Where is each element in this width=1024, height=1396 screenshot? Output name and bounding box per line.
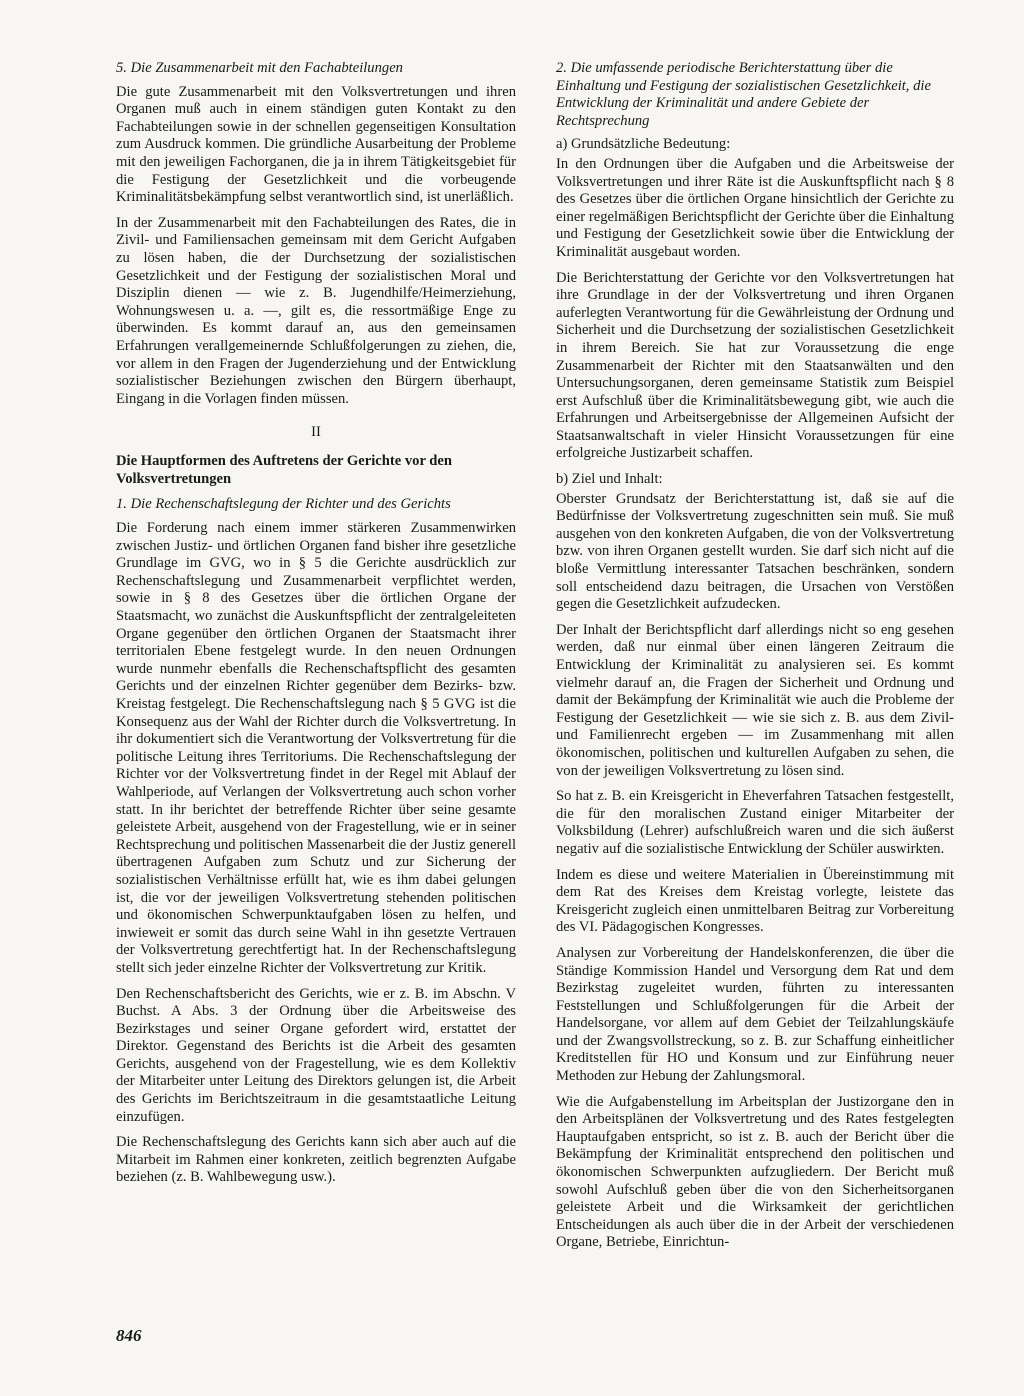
- right-paragraph-4: Der Inhalt der Berichtspflicht darf allerdings nicht so eng gesehen werden, daß nur einmal über einen längeren Zeitraum die Entwicklung der Kriminalität zu analysieren sei. Es kommt vielmehr darauf an, die Fragen der Sicherheit und Ordnung und damit der Bekämpfung der Kriminalität wie auch die Probleme der Festigung der Gesetzlichkeit — wie sie sich z. B. aus dem Zivil- und Familienrecht ergeben — im Zusammenhang mit allen ökonomischen, politischen und kulturellen Aufgaben zu sehen, die von der jeweiligen Volksvertretung zu lösen sind.: [556, 621, 954, 779]
- page-number: 846: [116, 1326, 142, 1345]
- left-paragraph-4: Den Rechenschaftsbericht des Gerichts, wie er z. B. im Abschn. V Buchst. A Abs. 3 der Ordnung über die Arbeitsweise des Bezirkstages und seiner Organe gefordert wird, erstattet der Direktor. Gegenstand des Berichts ist die Arbeit des gesamten Gerichts, ausgehend von der Fragestellung, wie es dem Kollektiv der Mitarbeiter unter Leitung des Direktors gelungen ist, die Arbeit des Gerichts im Berichtszeitraum in die gesamtstaatliche Leitung einzufügen.: [116, 985, 516, 1125]
- left-column: [116, 60, 516, 1195]
- left-paragraph-2: In der Zusammenarbeit mit den Fachabteilungen des Rates, die in Zivil- und Familiensachen gemeinsam mit dem Gericht Aufgaben zu lösen haben, die der Durchsetzung der sozialistischen Gesetzlichkeit und der Festigung der sozialistischen Moral und Disziplin dienen — wie z. B. Jugendhilfe/Heimerziehung, Wohnungswesen u. a. —, gilt es, die ressortmäßige Enge zu überwinden. Es kommt darauf an, aus den gemeinsamen Erfahrungen verallgemeinernde Schlußfolgerungen zu ziehen, die, vor allem in den Fragen der Jugenderziehung und der Entwicklung sozialistischer Beziehungen zwischen den Bürgern überhaupt, Eingang in die Vorlagen finden müssen.: [116, 214, 516, 407]
- left-paragraph-1: Die gute Zusammenarbeit mit den Volksvertretungen und ihren Organen muß auch in einem ständigen guten Kontakt zu den Fachabteilungen sowie in der schnellen gegenseitigen Konsultation zum Ausdruck kommen. Die gründliche Ausarbeitung der Probleme mit den jeweiligen Fachorganen, die ja in ihrem Tätigkeitsgebiet für die Festigung der Gesetzlichkeit und die vorbeugende Kriminalitätsbekämpfung selbst verantwortlich sind, ist unerläßlich.: [116, 83, 516, 206]
- section-5-heading: 5. Die Zusammenarbeit mit den Fachabteilungen: [116, 60, 403, 76]
- right-paragraph-8: Wie die Aufgabenstellung im Arbeitsplan der Justizorgane den in den Arbeitsplänen der Volksvertretung und des Rates festgelegten Hauptaufgaben entspricht, so ist z. B. auch der Bericht über die Bekämpfung der Kriminalität entsprechend den politischen und ökonomischen Schwerpunkten aufzugliedern. Der Bericht muß sowohl Aufschluß geben über die von den Sicherheitsorganen geleistete Arbeit und die Wirksamkeit der gerichtlichen Entscheidungen als auch über die in der Arbeit der verschiedenen Organe, Betriebe, Einrichtun-: [556, 1093, 954, 1251]
- subheading-a: a) Grundsätzliche Bedeutung:: [556, 136, 731, 153]
- right-paragraph-3: Oberster Grundsatz der Berichterstattung ist, daß sie auf die Bedürfnisse der Volksvertretung zugeschnitten sein muß. Sie muß ausgehen von den konkreten Aufgaben, die von der Volksvertretung bzw. von ihren Organen gestellt wurden. Sie darf sich nicht auf die bloße Vermittlung interessanter Tatsachen beschränken, sondern soll entscheidend dazu beitragen, die Ursachen von Verstößen gegen die Gesetzlichkeit aufzudecken.: [556, 490, 954, 613]
- left-paragraph-5: Die Rechenschaftslegung des Gerichts kann sich aber auch auf die Mitarbeit im Rahmen einer konkreten, zeitlich begrenzten Aufgabe beziehen (z. B. Wahlbewegung usw.).: [116, 1134, 516, 1186]
- right-column: [556, 60, 954, 1260]
- left-paragraph-3: Die Forderung nach einem immer stärkeren Zusammenwirken zwischen Justiz- und örtlichen Organen fand bisher ihre gesetzliche Grundlage im GVG, wo in § 5 die Gerichte ausdrücklich zur Rechenschaftslegung und Zusammenarbeit verpflichtet werden, sowie in § 8 des Gesetzes über die örtlichen Organe der Staatsmacht, wo zunächst die Auskunftspflicht der zentralgeleiteten Organe gegenüber den örtlichen Organen der Staatsmacht ihrer territorialen Ebene festgelegt wurde. In den neuen Ordnungen wurde nunmehr ebenfalls die Rechenschaftspflicht des gesamten Gerichts und der einzelnen Richter gegenüber dem Bezirks- bzw. Kreistag festgelegt. Die Rechenschaftslegung nach § 5 GVG ist die Konsequenz aus der Wahl der Richter durch die Volksvertretung. In ihr dokumentiert sich die Verantwortung der Volksvertretung für die politische Leitung ihres Territoriums. Die Rechenschaftslegung der Richter vor der Volksvertretung findet in der Regel mit Ablauf der Wahlperiode, auf Verlangen der Volksvertretung auch schon vorher statt. In ihr berichtet der betreffende Richter über seine gesamte geleistete Arbeit, ausgehend von der Fragestellung, wie er in seiner Rechtsprechung und politischen Massenarbeit die der Justiz generell übertragenen Aufgaben zum Schutz und zur Sicherung der sozialistischen Verhältnisse erfüllt hat, wie es ihm dabei gelungen ist, die vor der jeweiligen Volksvertretung stehenden politischen und ökonomischen Schwerpunktaufgaben lösen zu helfen, und inwieweit er somit das durch seine Wahl in ihn gesetzte Vertrauen der Volksvertretung gerechtfertigt hat. In der Rechenschaftslegung stellt sich jeder einzelne Richter der Volksvertretung zur Kritik.: [116, 520, 516, 976]
- right-paragraph-5: So hat z. B. ein Kreisgericht in Eheverfahren Tatsachen festgestellt, die für den moralischen Zustand einiger Mitarbeiter der Volksbildung (Lehrer) aufschlußreich waren und die sich äußerst negativ auf die sozialistische Entwicklung der Schüler auswirkten.: [556, 788, 954, 857]
- right-paragraph-1: In den Ordnungen über die Aufgaben und die Arbeitsweise der Volksvertretungen und ihrer Räte ist die Auskunftspflicht nach § 8 des Gesetzes über die örtlichen Organe hinsichtlich der Gerichte zu einer regelmäßigen Berichtspflicht der Gerichte über die Einhaltung und Festigung der Gesetzlichkeit sowie über die Entwicklung der Kriminalität ausgebaut worden.: [556, 155, 954, 260]
- right-paragraph-7: Analysen zur Vorbereitung der Handelskonferenzen, die über die Ständige Kommission Handel und Versorgung dem Rat und dem Bezirkstag zugeleitet wurden, führten zu interessanten Feststellungen und Schlußfolgerungen für die Arbeit der Handelsorgane, vor allem auf dem Gebiet der Teilzahlungskäufe und der Zwangsvollstreckung, so z. B. zur Schaffung einheitlicher Kreditstellen für HO und Konsum und zur Einführung neuer Methoden zur Hebung der Zahlungsmoral.: [556, 944, 954, 1085]
- subsection-1-heading: 1. Die Rechenschaftslegung der Richter und des Gerichts: [116, 496, 451, 513]
- subheading-b: b) Ziel und Inhalt:: [556, 471, 663, 488]
- chapter-roman-numeral: II: [311, 424, 321, 441]
- chapter-heading: Die Hauptformen des Auftretens der Gerichte vor den Volksvertretungen: [116, 453, 453, 487]
- section-2-heading: 2. Die umfassende periodische Berichterstattung über die Einhaltung und Festigung der sozialistischen Gesetzlichkeit, die Entwicklung der Kriminalität und andere Gebiete der Rechtsprechung: [556, 60, 931, 129]
- right-paragraph-6: Indem es diese und weitere Materialien in Übereinstimmung mit dem Rat des Kreises dem Kreistag vorlegte, leistete das Kreisgericht zugleich einen unmittelbaren Beitrag zur Vorbereitung des VI. Pädagogischen Kongresses.: [556, 866, 954, 936]
- right-paragraph-2: Die Berichterstattung der Gerichte vor den Volksvertretungen hat ihre Grundlage in der der Volksvertretung und ihren Organen auferlegten Verantwortung für die Gewährleistung der Ordnung und Sicherheit und die Durchsetzung der sozialistischen Gesetzlichkeit in ihrem Bereich. Sie hat zur Voraussetzung die enge Zusammenarbeit der Richter mit den Staatsanwälten und den Untersuchungsorganen, deren gemeinsame Statistik zum Beispiel erst Aufschluß über die Kriminalitätsbewegung gibt, wie auch die Erfahrungen und Arbeitsergebnisse der Allgemeinen Aufsicht der Staatsanwaltschaft in vieler Hinsicht Voraussetzungen für eine erfolgreiche Justizarbeit schaffen.: [556, 269, 954, 462]
